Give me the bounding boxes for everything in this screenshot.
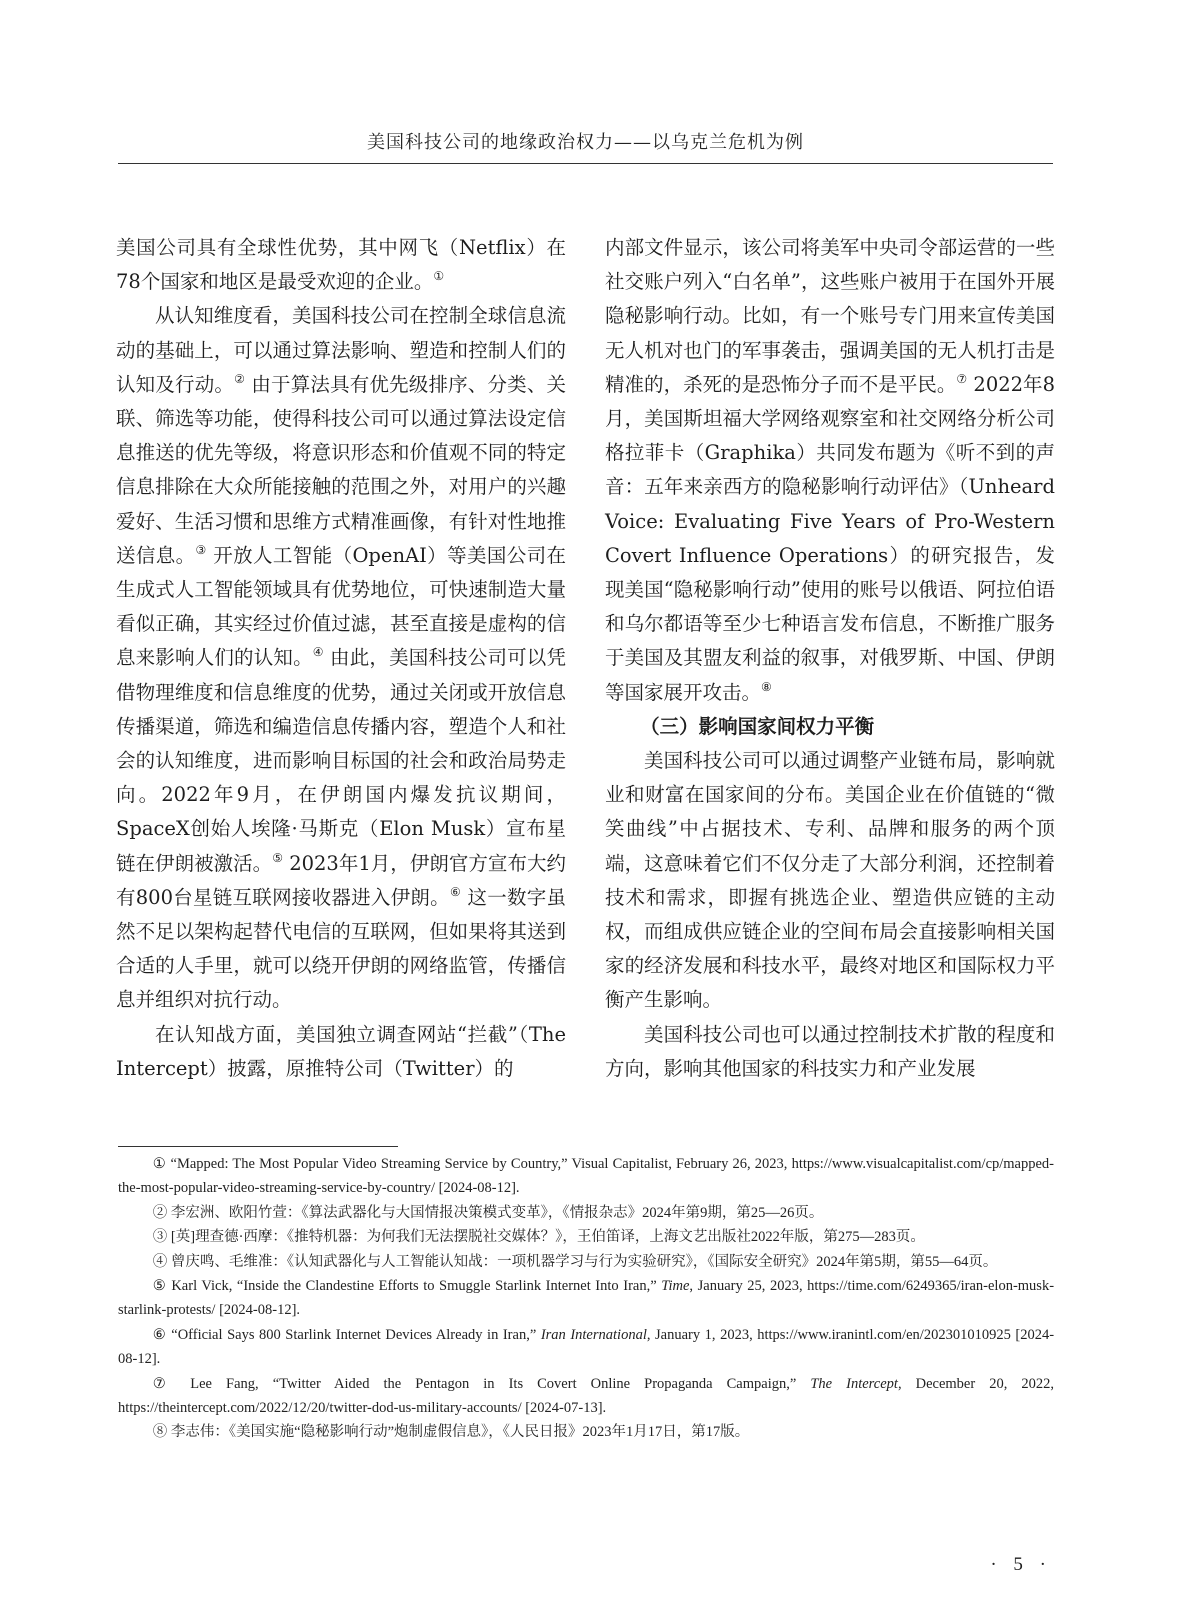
footnote (118, 1201, 1054, 1225)
paragraph (116, 231, 566, 299)
footnote (118, 1372, 1054, 1421)
right-column (605, 231, 1055, 1086)
footnote-ref[interactable]: ② (234, 371, 245, 386)
footnote-text: , January 25, 2023, https://time.com/6249365/iran-elon-musk-starlink-protests/ [2024-08-12]. (118, 1278, 1055, 1319)
footnote-text: Lee Fang, “Twitter Aided the Pentagon in Its Covert Online Propaganda Campaign,” (190, 1375, 811, 1392)
paragraph (116, 299, 566, 1017)
left-column (116, 231, 566, 1086)
footnote-mark: ④ (152, 1253, 168, 1270)
footnote-text: 李志伟：《美国实施“隐秘影响行动”炮制虚假信息》，《人民日报》2023年1月17日，第17版。 (170, 1424, 750, 1441)
paragraph-text: 在认知战方面，美国独立调查网站“拦截”（The Intercept）披露，原推特公司（Twitter）的 (116, 1022, 566, 1080)
paragraph (605, 1018, 1055, 1086)
paragraph-text: 美国科技公司可以通过调整产业链布局，影响就业和财富在国家间的分布。美国企业在价值链的“微笑曲线”中占据技术、专利、品牌和服务的两个顶端，这意味着它们不仅分走了大部分利润，还控制着技术和需求，即握有挑选企业、塑造供应链的主动权，而组成供应链企业的空间布局会直接影响相关国家的经济发展和科技水平，最终对地区和国际权力平衡产生影响。 (605, 749, 1055, 1012)
paragraph-text: 由此，美国科技公司可以凭借物理维度和信息维度的优势，通过关闭或开放信息传播渠道，筛选和编造信息传播内容，塑造个人和社会的认知维度，进而影响目标国的社会和政治局势走向。2022年9月，在伊朗国内爆发抗议期间，SpaceX创始人埃隆·马斯克（Elon Musk）宣布星链在伊朗被激活。 (116, 646, 566, 875)
footnote-text: “Official Says 800 Starlink Internet Devices Already in Iran,” (171, 1326, 541, 1343)
footnote-divider (118, 1146, 398, 1147)
footnote-text: “Mapped: The Most Popular Video Streaming Service by Country,” Visual Capitalist, February 26, 2023, https://www.visualcapitalist.com/cp/mapped-the-most-popular-video-streaming-service-by-country/ [2024-08-12]. (118, 1156, 1055, 1197)
footnote-text: 李宏洲、欧阳竹萱：《算法武器化与大国情报决策模式变革》，《情报杂志》2024年第9期，第25—26页。 (170, 1204, 824, 1221)
paragraph-text: 这一数字虽然不足以架构起替代电信的互联网，但如果将其送到合适的人手里，就可以绕开伊朗的网络监管，传播信息并组织对抗行动。 (116, 885, 566, 1012)
footnote-ref[interactable]: ⑦ (956, 371, 968, 386)
footnote-mark: ② (152, 1204, 168, 1221)
footnote (118, 1420, 1054, 1444)
paragraph (605, 744, 1055, 1018)
paragraph-text: 由于算法具有优先级排序、分类、关联、筛选等功能，使得科技公司可以通过算法设定信息推送的优先等级，将意识形态和价值观不同的特定信息排除在大众所能接触的范围之外，对用户的兴趣爱好、生活习惯和思维方式精准画像，有针对性地推送信息。 (116, 372, 566, 567)
paragraph-text: 从认知维度看，美国科技公司在控制全球信息流动的基础上，可以通过算法影响、塑造和控制人们的认知及行动。 (116, 304, 566, 396)
footnote (118, 1225, 1054, 1249)
footnote-ref[interactable]: ③ (195, 542, 207, 557)
footnote (118, 1152, 1054, 1201)
footnote-text: , December 20, 2022, https://theintercept.com/2022/12/20/twitter-dod-us-military-accounts/ [2024-07-13]. (118, 1375, 1055, 1417)
paragraph-text: 开放人工智能（OpenAI）等美国公司在生成式人工智能领域具有优势地位，可快速制造大量看似正确，其实经过价值过滤，甚至直接是虚构的信息来影响人们的认知。 (116, 543, 566, 670)
footnote-ref[interactable]: ① (433, 269, 445, 284)
footnote-source: Iran International (540, 1326, 647, 1343)
footnote-text: 曾庆鸣、毛维准：《认知武器化与人工智能认知战：一项机器学习与行为实验研究》，《国际安全研究》2024年第5期，第55—64页。 (170, 1253, 998, 1270)
footnote-ref[interactable]: ⑤ (272, 850, 283, 865)
paragraph-text: 内部文件显示，该公司将美军中央司令部运营的一些社交账户列入“白名单”，这些账户被用于在国外开展隐秘影响行动。比如，有一个账号专门用来宣传美国无人机对也门的军事袭击，强调美国的无人机打击是精准的，杀死的是恐怖分子而不是平民。 (605, 236, 1055, 396)
footnote (118, 1250, 1054, 1274)
footnote-text: Karl Vick, “Inside the Clandestine Efforts to Smuggle Starlink Internet Into Iran,” (171, 1278, 662, 1295)
footnote-ref[interactable]: ⑥ (449, 884, 461, 899)
footnote-mark: ⑤ (152, 1278, 167, 1295)
footnote-mark: ① (152, 1156, 167, 1172)
footnote (118, 1274, 1054, 1323)
paragraph (605, 231, 1055, 710)
paragraph-text: 美国科技公司也可以通过控制技术扩散的程度和方向，影响其他国家的科技实力和产业发展 (605, 1022, 1055, 1080)
footnote-mark: ③ (152, 1229, 168, 1246)
footnote-text: , January 1, 2023, https://www.iranintl.com/en/202301010925 [2024-08-12]. (118, 1326, 1055, 1368)
section-heading: （三）影响国家间权力平衡 (640, 714, 875, 738)
footnote-mark: ⑧ (152, 1424, 168, 1441)
footnote-mark: ⑦ (152, 1375, 177, 1392)
footnote-ref[interactable]: ④ (312, 645, 324, 660)
footnotes (118, 1152, 1054, 1445)
footnote-mark: ⑥ (152, 1326, 167, 1343)
running-header: 美国科技公司的地缘政治权力——以乌克兰危机为例 (367, 132, 804, 153)
footnote-source: The Intercept (810, 1375, 898, 1392)
paragraph-text: 美国公司具有全球性优势，其中网飞（Netflix）在78个国家和地区是最受欢迎的企业。 (116, 236, 566, 294)
footnote (118, 1323, 1054, 1372)
header-divider (118, 163, 1053, 164)
paragraph (116, 1018, 566, 1086)
footnote-source: Time (661, 1278, 690, 1295)
footnote-text: [英]理查德·西摩：《推特机器：为何我们无法摆脱社交媒体？》，王伯笛译，上海文艺出版社2022年版，第275—283页。 (170, 1229, 925, 1246)
paragraph-text: 2023年1月，伊朗官方宣布大约有800台星链互联网接收器进入伊朗。 (116, 851, 566, 909)
footnote-ref[interactable]: ⑧ (761, 679, 772, 694)
page-number: · 5 · (990, 1554, 1052, 1575)
paragraph-text: 2022年8月，美国斯坦福大学网络观察室和社交网络分析公司格拉菲卡（Graphika）共同发布题为《听不到的声音：五年来亲西方的隐秘影响行动评估》（Unheard Voice: Evaluating Five Years of Pro-Western Covert Influence Operations）的研究报告，发现美国“隐秘影响行动”使用的账号以俄语、阿拉伯语和乌尔都语等至少七种语言发布信息，不断推广服务于美国及其盟友利益的叙事，对俄罗斯、中国、伊朗等国家展开攻击。 (605, 372, 1055, 704)
